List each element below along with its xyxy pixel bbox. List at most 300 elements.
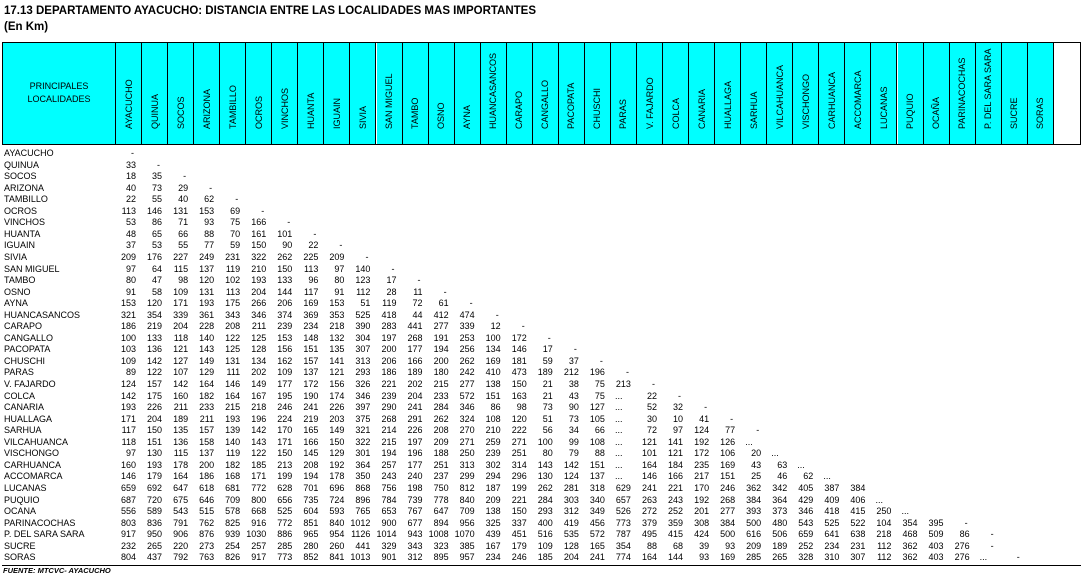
header-column-tambillo bbox=[220, 42, 246, 145]
distance-cell: 108 bbox=[485, 413, 501, 424]
distance-cell: 276 bbox=[954, 552, 970, 563]
header-column-pacopata bbox=[559, 42, 585, 145]
distance-cell: 543 bbox=[173, 506, 189, 517]
distance-cell: - bbox=[990, 529, 994, 540]
distance-cell: 268 bbox=[407, 332, 423, 343]
distance-cell: 168 bbox=[225, 471, 241, 482]
row-locality-name: HUALLAGA bbox=[4, 413, 53, 424]
distance-cell: 556 bbox=[120, 506, 136, 517]
distance-cell: 271 bbox=[459, 436, 475, 447]
distance-cell: 25 bbox=[751, 471, 762, 482]
distance-cell: 362 bbox=[902, 540, 918, 551]
distance-cell: 301 bbox=[355, 448, 371, 459]
distance-cell: 165 bbox=[303, 425, 319, 436]
distance-cell: - bbox=[469, 298, 473, 309]
header-column-label: TAMBO bbox=[410, 97, 421, 129]
distance-cell: ... bbox=[797, 459, 805, 470]
distance-cell: 354 bbox=[902, 517, 918, 528]
distance-cell: 206 bbox=[277, 298, 293, 309]
header-column-ayna bbox=[455, 42, 481, 145]
distance-cell: 182 bbox=[225, 459, 241, 470]
distance-cell: 687 bbox=[120, 494, 136, 505]
distance-cell: 22 bbox=[646, 390, 657, 401]
distance-cell: 209 bbox=[746, 540, 762, 551]
header-column-lucanas bbox=[871, 42, 897, 145]
distance-cell: 804 bbox=[120, 552, 136, 563]
distance-cell: 917 bbox=[120, 529, 136, 540]
distance-cell: 224 bbox=[277, 413, 293, 424]
distance-cell: 419 bbox=[563, 517, 579, 528]
distance-cell: 162 bbox=[277, 355, 293, 366]
distance-cell: 43 bbox=[568, 390, 579, 401]
header-column-label: IGUAIN bbox=[331, 97, 342, 129]
distance-cell: 142 bbox=[173, 379, 189, 389]
distance-cell: 763 bbox=[199, 552, 215, 563]
row-locality-name: VILCAHUANCA bbox=[4, 436, 69, 447]
distance-cell: - bbox=[495, 309, 499, 320]
table-row bbox=[0, 333, 1084, 344]
distance-cell: 202 bbox=[407, 379, 423, 389]
distance-cell: 262 bbox=[433, 413, 449, 424]
distance-cell: 1012 bbox=[350, 517, 371, 528]
distance-cell: 169 bbox=[720, 552, 736, 563]
distance-cell: 189 bbox=[173, 413, 189, 424]
distance-cell: 193 bbox=[225, 413, 241, 424]
distance-cell: - bbox=[287, 217, 291, 228]
distance-cell: 616 bbox=[746, 529, 762, 540]
distance-cell: 256 bbox=[459, 344, 475, 355]
distance-cell: 146 bbox=[120, 471, 136, 482]
row-locality-name: ACCOMARCA bbox=[4, 471, 63, 482]
distance-cell: 604 bbox=[303, 506, 319, 517]
distance-cell: 373 bbox=[772, 506, 788, 517]
distance-cell: 209 bbox=[433, 436, 449, 447]
distance-cell: 237 bbox=[433, 471, 449, 482]
distance-cell: 97 bbox=[334, 263, 345, 274]
distance-cell: 90 bbox=[282, 240, 293, 251]
header-column-sucre bbox=[1002, 42, 1028, 145]
row-locality-name: SUCRE bbox=[4, 540, 36, 551]
distance-cell: 177 bbox=[407, 344, 423, 355]
distance-cell: 350 bbox=[355, 471, 371, 482]
distance-cell: 202 bbox=[251, 367, 267, 378]
distance-cell: 178 bbox=[329, 471, 345, 482]
distance-cell: 578 bbox=[225, 506, 241, 517]
table-row bbox=[0, 414, 1084, 425]
table-row bbox=[0, 518, 1084, 529]
distance-cell: 429 bbox=[798, 494, 814, 505]
header-column-paras bbox=[611, 42, 637, 145]
distance-cell: 241 bbox=[303, 402, 319, 413]
distance-cell: 234 bbox=[303, 321, 319, 332]
distance-cell: 886 bbox=[277, 529, 293, 540]
distance-cell: 233 bbox=[433, 390, 449, 401]
distance-cell: 108 bbox=[589, 436, 605, 447]
distance-cell: 696 bbox=[329, 482, 345, 493]
distance-cell: 1013 bbox=[350, 552, 371, 563]
header-column-label: CANGALLO bbox=[540, 79, 551, 129]
distance-cell: 80 bbox=[334, 275, 345, 286]
distance-cell: 385 bbox=[459, 540, 475, 551]
distance-cell: 473 bbox=[511, 367, 527, 378]
distance-cell: 240 bbox=[407, 471, 423, 482]
row-locality-name: SIVIA bbox=[4, 251, 28, 262]
distance-cell: 618 bbox=[199, 482, 215, 493]
distance-cell: 276 bbox=[954, 540, 970, 551]
distance-cell: 142 bbox=[563, 459, 579, 470]
row-locality-name: HUANCASANCOS bbox=[4, 309, 81, 320]
row-locality-name: PARINACOCHAS bbox=[4, 517, 76, 528]
distance-cell: 312 bbox=[563, 506, 579, 517]
distance-cell: 18 bbox=[125, 171, 136, 182]
distance-cell: - bbox=[964, 517, 968, 528]
distance-cell: 323 bbox=[433, 540, 449, 551]
table-row bbox=[0, 356, 1084, 367]
distance-cell: 387 bbox=[824, 482, 840, 493]
distance-cell: 86 bbox=[490, 402, 501, 413]
distance-cell: 158 bbox=[199, 436, 215, 447]
table-row bbox=[0, 264, 1084, 275]
distance-cell: 374 bbox=[277, 309, 293, 320]
header-column-ayacucho bbox=[116, 42, 142, 145]
distance-cell: 53 bbox=[125, 217, 136, 228]
table-row bbox=[0, 287, 1084, 298]
distance-cell: 112 bbox=[356, 286, 371, 297]
distance-cell: 63 bbox=[777, 459, 788, 470]
distance-cell: 146 bbox=[225, 379, 241, 389]
distance-cell: 939 bbox=[225, 529, 241, 540]
distance-cell: 526 bbox=[615, 506, 631, 517]
distance-cell: 290 bbox=[381, 402, 397, 413]
distance-cell: 179 bbox=[511, 540, 527, 551]
table-row bbox=[0, 483, 1084, 494]
distance-cell: 128 bbox=[251, 344, 267, 355]
distance-cell: 257 bbox=[381, 459, 397, 470]
distance-cell: 47 bbox=[152, 275, 163, 286]
distance-cell: 40 bbox=[178, 194, 189, 205]
distance-cell: 272 bbox=[641, 506, 657, 517]
distance-cell: 321 bbox=[120, 309, 136, 320]
row-locality-name: SORAS bbox=[4, 552, 36, 563]
row-locality-name: SAN MIGUEL bbox=[4, 263, 60, 274]
distance-cell: 166 bbox=[303, 436, 319, 447]
row-locality-name: PUQUIO bbox=[4, 494, 40, 505]
row-locality-name: VINCHOS bbox=[4, 217, 46, 228]
distance-cell: 131 bbox=[199, 286, 215, 297]
distance-cell: 40 bbox=[125, 182, 136, 193]
table-row bbox=[0, 425, 1084, 436]
table-row bbox=[0, 183, 1084, 194]
distance-cell: 307 bbox=[355, 344, 371, 355]
distance-cell: 225 bbox=[303, 251, 319, 262]
header-column-san-miguel bbox=[377, 42, 403, 145]
distance-cell: 277 bbox=[720, 506, 736, 517]
distance-cell: 55 bbox=[152, 194, 163, 205]
distance-cell: 132 bbox=[329, 332, 345, 343]
distance-cell: - bbox=[704, 402, 708, 413]
table-row bbox=[0, 160, 1084, 171]
distance-cell: 262 bbox=[459, 355, 475, 366]
distance-cell: 131 bbox=[225, 355, 241, 366]
distance-cell: 160 bbox=[173, 390, 189, 401]
distance-cell: 113 bbox=[225, 286, 241, 297]
distance-cell: 215 bbox=[381, 436, 397, 447]
distance-cell: 792 bbox=[173, 552, 189, 563]
distance-cell: 762 bbox=[199, 517, 215, 528]
distance-cell: 149 bbox=[329, 425, 345, 436]
distance-cell: 137 bbox=[199, 448, 215, 459]
table-subtitle: (En Km) bbox=[4, 21, 49, 33]
distance-cell: 41 bbox=[699, 413, 710, 424]
distance-cell: 965 bbox=[303, 529, 319, 540]
distance-cell: 232 bbox=[120, 540, 136, 551]
distance-cell: 337 bbox=[511, 517, 527, 528]
distance-cell: 364 bbox=[355, 459, 371, 470]
distance-cell: 169 bbox=[485, 355, 501, 366]
header-column-label: AYACUCHO bbox=[123, 79, 134, 129]
distance-cell: 150 bbox=[251, 240, 267, 251]
header-column-label: OSNO bbox=[436, 102, 447, 129]
distance-cell: 186 bbox=[381, 367, 397, 378]
distance-cell: 720 bbox=[147, 494, 163, 505]
distance-cell: 239 bbox=[381, 390, 397, 401]
row-locality-name: IGUAIN bbox=[4, 240, 36, 251]
distance-cell: 322 bbox=[251, 251, 267, 262]
distance-cell: 142 bbox=[251, 425, 267, 436]
distance-cell: 812 bbox=[459, 482, 475, 493]
distance-cell: 280 bbox=[303, 540, 319, 551]
distance-cell: ... bbox=[614, 459, 623, 470]
distance-cell: 262 bbox=[537, 482, 553, 493]
distance-cell: 254 bbox=[225, 540, 241, 551]
distance-cell: 157 bbox=[303, 355, 319, 366]
table-row bbox=[0, 391, 1084, 402]
distance-cell: 220 bbox=[173, 540, 189, 551]
distance-cell: 176 bbox=[147, 251, 163, 262]
header-column-label: OCROS bbox=[253, 95, 264, 129]
table-row bbox=[0, 437, 1084, 448]
header-column-carapo bbox=[507, 42, 533, 145]
distance-cell: 77 bbox=[725, 425, 736, 436]
distance-cell: 134 bbox=[251, 355, 267, 366]
distance-cell: 362 bbox=[746, 482, 762, 493]
distance-cell: 127 bbox=[173, 355, 189, 366]
header-column-huallaga bbox=[715, 42, 741, 145]
distance-cell: 135 bbox=[173, 425, 189, 436]
distance-cell: 146 bbox=[511, 344, 527, 355]
row-locality-name: VISCHONGO bbox=[4, 448, 60, 459]
distance-cell: 185 bbox=[251, 459, 267, 470]
distance-cell: 21 bbox=[542, 390, 553, 401]
distance-cell: 692 bbox=[147, 482, 163, 493]
distance-cell: 37 bbox=[125, 240, 136, 251]
distance-cell: 98 bbox=[178, 275, 189, 286]
distance-cell: 171 bbox=[251, 471, 267, 482]
distance-cell: 150 bbox=[511, 379, 527, 389]
distance-cell: 641 bbox=[824, 529, 840, 540]
distance-cell: 239 bbox=[485, 448, 501, 459]
distance-cell: 51 bbox=[360, 298, 371, 309]
distance-cell: 77 bbox=[204, 240, 215, 251]
distance-cell: 277 bbox=[433, 321, 449, 332]
table-row bbox=[0, 344, 1084, 355]
distance-cell: 186 bbox=[120, 321, 136, 332]
distance-cell: 346 bbox=[251, 309, 267, 320]
distance-cell: 209 bbox=[329, 251, 345, 262]
distance-cell: 393 bbox=[746, 506, 762, 517]
distance-cell: 647 bbox=[433, 506, 449, 517]
distance-cell: 196 bbox=[589, 367, 605, 378]
distance-cell: 17 bbox=[386, 275, 397, 286]
distance-cell: 201 bbox=[694, 506, 710, 517]
distance-cell: 170 bbox=[277, 425, 293, 436]
distance-cell: 11 bbox=[413, 286, 423, 297]
distance-cell: 313 bbox=[355, 355, 371, 366]
distance-cell: 226 bbox=[329, 402, 345, 413]
distance-cell: 79 bbox=[568, 448, 579, 459]
distance-cell: 312 bbox=[407, 552, 423, 563]
table-row bbox=[0, 367, 1084, 378]
distance-cell: 415 bbox=[668, 529, 684, 540]
distance-cell: 285 bbox=[746, 552, 762, 563]
header-column-label: V. FAJARDO bbox=[644, 77, 655, 129]
distance-cell: 157 bbox=[147, 379, 163, 389]
distance-cell: 403 bbox=[928, 540, 944, 551]
header-column-accomarca bbox=[845, 42, 871, 145]
distance-cell: 59 bbox=[230, 240, 241, 251]
distance-cell: 146 bbox=[641, 471, 657, 482]
distance-cell: 1014 bbox=[376, 529, 397, 540]
distance-cell: 177 bbox=[407, 459, 423, 470]
header-column-huanta bbox=[298, 42, 324, 145]
distance-cell: 133 bbox=[277, 275, 293, 286]
distance-cell: 653 bbox=[381, 506, 397, 517]
row-locality-name: TAMBO bbox=[4, 275, 36, 286]
distance-cell: 629 bbox=[615, 482, 631, 493]
distance-cell: 166 bbox=[407, 355, 423, 366]
distance-cell: 145 bbox=[303, 448, 319, 459]
distance-cell: 314 bbox=[511, 459, 527, 470]
distance-cell: 249 bbox=[199, 251, 215, 262]
distance-cell: 124 bbox=[694, 425, 710, 436]
distance-cell: 209 bbox=[120, 251, 136, 262]
distance-cell: 188 bbox=[433, 448, 449, 459]
distance-cell: - bbox=[365, 251, 369, 262]
distance-cell: 260 bbox=[329, 540, 345, 551]
header-column-osno bbox=[429, 42, 455, 145]
distance-cell: 213 bbox=[615, 379, 631, 389]
distance-cell: 825 bbox=[225, 517, 241, 528]
distance-cell: 21 bbox=[542, 379, 553, 389]
header-column-label: PARINACOCHAS bbox=[957, 57, 968, 129]
distance-cell: 156 bbox=[329, 379, 345, 389]
distance-cell: 840 bbox=[329, 517, 345, 528]
distance-cell: 75 bbox=[594, 390, 605, 401]
distance-cell: 22 bbox=[308, 240, 319, 251]
header-column-v-fajardo bbox=[637, 42, 663, 145]
header-column-label: PACOPATA bbox=[566, 82, 577, 129]
distance-cell: ... bbox=[979, 552, 988, 563]
distance-cell: 204 bbox=[563, 552, 579, 563]
distance-cell: 251 bbox=[433, 459, 449, 470]
distance-cell: 303 bbox=[563, 494, 579, 505]
distance-cell: 137 bbox=[589, 471, 605, 482]
distance-cell: 161 bbox=[251, 228, 267, 239]
distance-cell: 242 bbox=[459, 367, 475, 378]
distance-cell: 192 bbox=[694, 436, 710, 447]
distance-cell: 65 bbox=[152, 228, 163, 239]
distance-cell: 44 bbox=[412, 309, 423, 320]
distance-cell: 638 bbox=[850, 529, 866, 540]
header-column-label: HUALLAGA bbox=[722, 80, 733, 129]
distance-cell: 412 bbox=[433, 309, 449, 320]
distance-cell: 166 bbox=[668, 471, 684, 482]
table-row bbox=[0, 402, 1084, 413]
distance-cell: 123 bbox=[355, 275, 371, 286]
distance-cell: 954 bbox=[329, 529, 345, 540]
distance-cell: 901 bbox=[381, 552, 397, 563]
distance-cell: 73 bbox=[568, 413, 579, 424]
distance-cell: 112 bbox=[877, 552, 892, 563]
distance-cell: 120 bbox=[147, 298, 163, 309]
distance-cell: 956 bbox=[459, 517, 475, 528]
distance-cell: 153 bbox=[329, 298, 345, 309]
header-column-carhuanca bbox=[819, 42, 845, 145]
distance-cell: 375 bbox=[355, 413, 371, 424]
distance-cell: 194 bbox=[381, 448, 397, 459]
header-column-label: CANARIA bbox=[696, 88, 707, 129]
distance-cell: ... bbox=[771, 448, 779, 459]
table-row bbox=[0, 506, 1084, 517]
distance-cell: 196 bbox=[251, 413, 267, 424]
distance-cell: 73 bbox=[542, 402, 553, 413]
header-column-iguain bbox=[324, 42, 350, 145]
distance-cell: 369 bbox=[303, 309, 319, 320]
distance-cell: 164 bbox=[641, 552, 657, 563]
distance-cell: 321 bbox=[355, 425, 371, 436]
distance-cell: 113 bbox=[121, 205, 136, 216]
distance-cell: 68 bbox=[673, 540, 684, 551]
distance-cell: 146 bbox=[147, 205, 163, 216]
header-column-label: CHUSCHI bbox=[592, 87, 603, 129]
distance-cell: 681 bbox=[225, 482, 241, 493]
distance-cell: - bbox=[547, 332, 551, 343]
distance-cell: 284 bbox=[433, 402, 449, 413]
row-locality-name: PACOPATA bbox=[4, 344, 51, 355]
distance-cell: 93 bbox=[725, 540, 736, 551]
distance-cell: 112 bbox=[877, 540, 892, 551]
distance-cell: 439 bbox=[485, 529, 501, 540]
distance-cell: 136 bbox=[147, 344, 163, 355]
distance-cell: 324 bbox=[459, 413, 475, 424]
distance-cell: 204 bbox=[407, 390, 423, 401]
distance-cell: 424 bbox=[694, 529, 710, 540]
distance-cell: 750 bbox=[433, 482, 449, 493]
table-row bbox=[0, 148, 1084, 159]
distance-cell: 149 bbox=[251, 379, 267, 389]
distance-cell: 543 bbox=[798, 517, 814, 528]
distance-cell: ... bbox=[614, 471, 623, 482]
distance-cell: 90 bbox=[568, 402, 579, 413]
distance-cell: 121 bbox=[641, 436, 657, 447]
distance-cell: 211 bbox=[251, 321, 267, 332]
distance-cell: 285 bbox=[277, 540, 293, 551]
distance-cell: 151 bbox=[303, 344, 319, 355]
distance-cell: 739 bbox=[407, 494, 423, 505]
distance-cell: 628 bbox=[277, 482, 293, 493]
distance-cell: 121 bbox=[668, 448, 684, 459]
distance-cell: 852 bbox=[303, 552, 319, 563]
